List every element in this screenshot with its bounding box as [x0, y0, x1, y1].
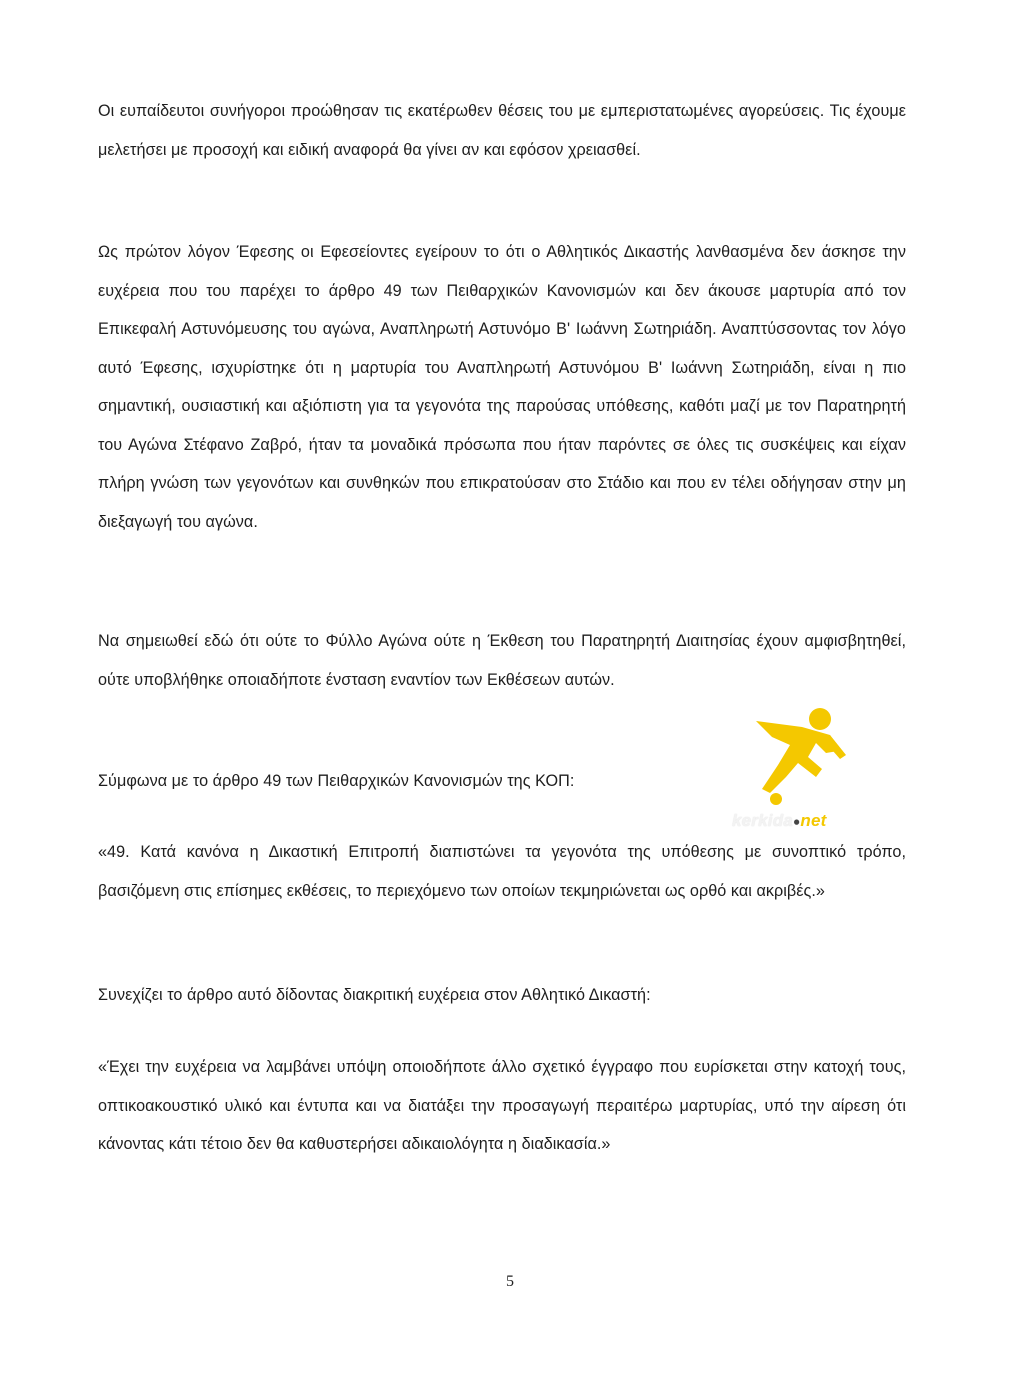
- paragraph-4: Σύμφωνα με το άρθρο 49 των Πειθαρχικών Κανονισμών της ΚΟΠ:: [98, 772, 575, 790]
- paragraph-1: Οι ευπαίδευτοι συνήγοροι προώθησαν τις εκατέρωθεν θέσεις του με εμπεριστατωμένες αγορεύσεις. Τις έχουμε μελετήσει με προσοχή και ειδική αναφορά θα γίνει αν και εφόσον χρειασθεί.: [98, 102, 906, 159]
- kerkida-watermark: [724, 705, 874, 840]
- paragraph-5-quote: «49. Κατά κανόνα η Δικαστική Επιτροπή διαπιστώνει τα γεγονότα της υπόθεσης με συνοπτικό τρόπο, βασιζόμενη στις επίσημες εκθέσεις, το περιεχόμενο των οποίων τεκμηριώνεται ως ορθό και ακριβές.»: [98, 843, 906, 900]
- paragraph-3: Να σημειωθεί εδώ ότι ούτε το Φύλλο Αγώνα ούτε η Έκθεση του Παρατηρητή Διαιτησίας έχουν αμφισβητηθεί, ούτε υποβλήθηκε οποιαδήποτε ένσταση εναντίον των Εκθέσεων αυτών.: [98, 632, 906, 689]
- paragraph-7-quote: «Έχει την ευχέρεια να λαμβάνει υπόψη οποιοδήποτε άλλο σχετικό έγγραφο που ευρίσκεται στην κατοχή τους, οπτικοακουστικό υλικό και έντυπα και να διατάξει την προσαγωγή περαιτέρω μαρτυρίας, υπό την αίρεση ότι κάνοντας κάτι τέτοιο δεν θα καθυστερήσει αδικαιολόγητα η διαδικασία.»: [98, 1058, 906, 1153]
- watermark-text: [732, 811, 827, 831]
- paragraph-6: Συνεχίζει το άρθρο αυτό δίδοντας διακριτική ευχέρεια στον Αθλητικό Δικαστή:: [98, 986, 651, 1004]
- page-number: 5: [506, 1273, 514, 1290]
- footballer-icon: [742, 705, 854, 805]
- watermark-dot-icon: ●: [792, 814, 801, 829]
- watermark-brand: kerkida: [732, 811, 793, 830]
- paragraph-2: Ως πρώτον λόγον Έφεσης οι Εφεσείοντες εγείρουν το ότι ο Αθλητικός Δικαστής λανθασμένα δεν άσκησε την ευχέρεια που του παρέχει το άρθρο 49 των Πειθαρχικών Κανονισμών και δεν άκουσε μαρτυρία από τον Επικεφαλή Αστυνόμευσης του αγώνα, Αναπληρωτή Αστυνόμο Β' Ιωάννη Σωτηριάδη. Αναπτύσσοντας τον λόγο αυτό Έφεσης, ισχυρίστηκε ότι η μαρτυρία του Αναπληρωτή Αστυνόμου Β' Ιωάννη Σωτηριάδη, είναι η πιο σημαντική, ουσιαστική και αξιόπιστη για τα γεγονότα της παρούσας υπόθεσης, καθότι μαζί με τον Παρατηρητή του Αγώνα Στέφανο Ζαβρό, ήταν τα μοναδικά πρόσωπα που ήταν παρόντες σε όλες τις συσκέψεις και είχαν πλήρη γνώση των γεγονότων και συνθηκών που επικρατούσαν στο Στάδιο και που εν τέλει οδήγησαν στην μη διεξαγωγή του αγώνα.: [98, 243, 906, 531]
- watermark-tld: net: [800, 811, 827, 830]
